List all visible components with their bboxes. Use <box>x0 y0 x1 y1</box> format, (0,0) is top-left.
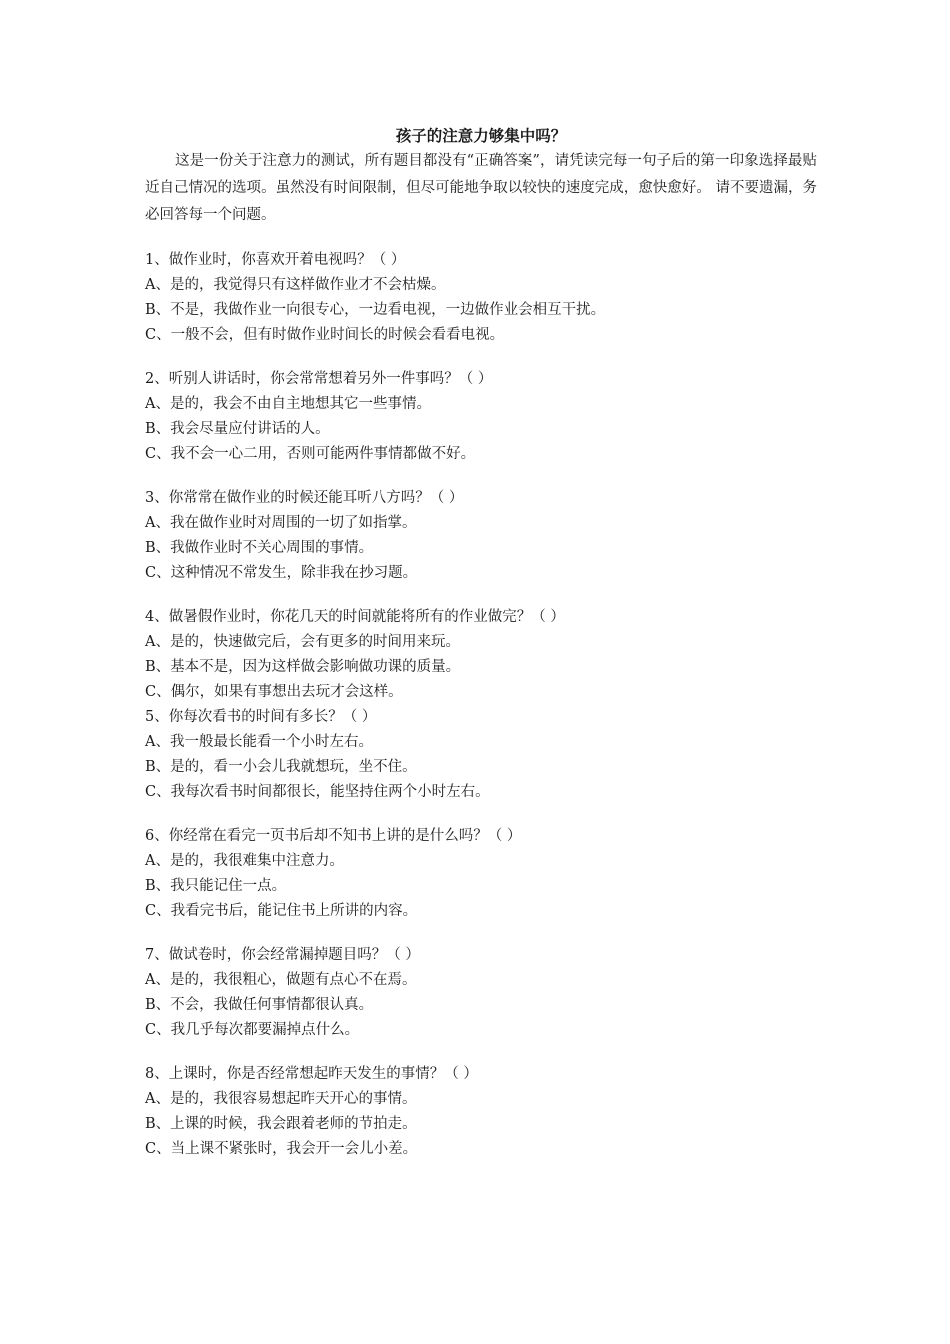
intro-paragraph: 这是一份关于注意力的测试，所有题目都没有“正确答案”，请凭读完每一句子后的第一印象选择最贴近自己情况的选项。虽然没有时间限制，但尽可能地争取以较快的速度完成，愈快愈好。 请不要遗漏，务必回答每一个问题。 <box>145 153 817 223</box>
option-a: A、是的，我会不由自主地想其它一些事情。 <box>145 396 431 412</box>
option-b: B、上课的时候，我会跟着老师的节拍走。 <box>145 1116 417 1132</box>
option-a: A、我一般最长能看一个小时左右。 <box>145 734 373 750</box>
option-b: B、不是，我做作业一向很专心，一边看电视，一边做作业会相互干扰。 <box>145 302 606 318</box>
question-5 <box>145 705 817 805</box>
option-a: A、是的，我觉得只有这样做作业才不会枯燥。 <box>145 277 446 293</box>
question-2 <box>145 367 817 467</box>
question-text: 2、听别人讲话时，你会常常想着另外一件事吗？（ ） <box>145 371 493 387</box>
question-6 <box>145 824 817 924</box>
question-4 <box>145 605 817 705</box>
question-text: 4、做暑假作业时，你花几天的时间就能将所有的作业做完？（ ） <box>145 609 565 625</box>
question-text: 7、做试卷时，你会经常漏掉题目吗？（ ） <box>145 947 420 963</box>
question-3 <box>145 486 817 586</box>
option-c: C、我看完书后，能记住书上所讲的内容。 <box>145 903 418 919</box>
option-c: C、偶尔，如果有事想出去玩才会这样。 <box>145 684 403 700</box>
question-text: 3、你常常在做作业的时候还能耳听八方吗？（ ） <box>145 490 464 506</box>
question-text: 5、你每次看书的时间有多长？（ ） <box>145 709 377 725</box>
question-text: 8、上课时，你是否经常想起昨天发生的事情？（ ） <box>145 1066 478 1082</box>
option-c: C、一般不会，但有时做作业时间长的时候会看看电视。 <box>145 327 505 343</box>
option-a: A、是的，快速做完后，会有更多的时间用来玩。 <box>145 634 460 650</box>
option-c: C、当上课不紧张时，我会开一会儿小差。 <box>145 1141 418 1157</box>
document-page <box>145 124 817 1162</box>
question-1 <box>145 248 817 348</box>
question-text: 6、你经常在看完一页书后却不知书上讲的是什么吗？（ ） <box>145 828 522 844</box>
option-b: B、我只能记住一点。 <box>145 878 287 894</box>
option-b: B、不会，我做任何事情都很认真。 <box>145 997 374 1013</box>
option-b: B、我会尽量应付讲话的人。 <box>145 421 330 437</box>
option-c: C、这种情况不常发生，除非我在抄习题。 <box>145 565 418 581</box>
option-b: B、基本不是，因为这样做会影响做功课的质量。 <box>145 659 461 675</box>
option-c: C、我几乎每次都要漏掉点什么。 <box>145 1022 360 1038</box>
option-a: A、是的，我很难集中注意力。 <box>145 853 344 869</box>
option-c: C、我不会一心二用，否则可能两件事情都做不好。 <box>145 446 476 462</box>
question-8 <box>145 1062 817 1162</box>
option-a: A、是的，我很粗心，做题有点心不在焉。 <box>145 972 417 988</box>
question-text: 1、做作业时，你喜欢开着电视吗？（ ） <box>145 252 406 268</box>
option-b: B、是的，看一小会儿我就想玩，坐不住。 <box>145 759 417 775</box>
document-title: 孩子的注意力够集中吗？ <box>395 126 567 145</box>
option-b: B、我做作业时不关心周围的事情。 <box>145 540 374 556</box>
option-a: A、我在做作业时对周围的一切了如指掌。 <box>145 515 417 531</box>
option-a: A、是的，我很容易想起昨天开心的事情。 <box>145 1091 417 1107</box>
question-7 <box>145 943 817 1043</box>
option-c: C、我每次看书时间都很长，能坚持住两个小时左右。 <box>145 784 490 800</box>
